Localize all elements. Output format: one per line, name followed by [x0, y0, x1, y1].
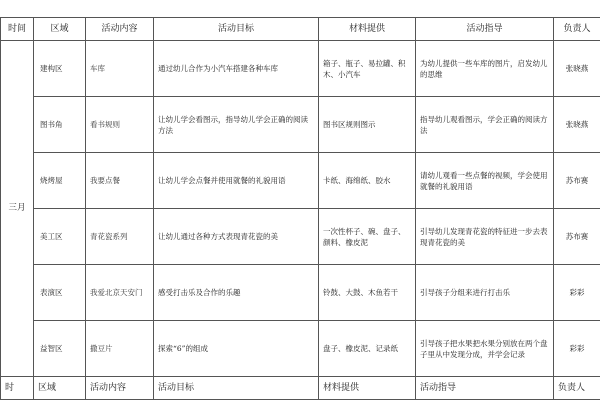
- area-cell: 表演区: [34, 265, 86, 321]
- activity-plan-sheet: [0, 17, 600, 393]
- footer-cell-area: 区域: [34, 377, 86, 400]
- owner-cell: 彩彩: [554, 265, 600, 321]
- goal-cell: 让幼儿通过各种方式表现青花瓷的美: [154, 209, 319, 265]
- guidance-cell: 为幼儿提供一些车库的图片，启发幼儿的思维: [416, 41, 554, 97]
- table-header-row: [1, 18, 600, 41]
- content-cell: 我爱北京天安门: [86, 265, 154, 321]
- goal-cell: 让幼儿学会看图示，指导幼儿学会正确的阅读方法: [154, 97, 319, 153]
- owner-cell: 张晓燕: [554, 41, 600, 97]
- footer-cell-time: 时: [1, 377, 34, 400]
- owner-cell: 张晓燕: [554, 97, 600, 153]
- content-cell: 看书规则: [86, 97, 154, 153]
- guidance-cell: 请幼儿观看一些点餐的视频，学会使用就餐的礼貌用语: [416, 153, 554, 209]
- area-cell: 建构区: [34, 41, 86, 97]
- table-row: [1, 209, 600, 265]
- goal-cell: 让幼儿学会点餐并使用就餐的礼貌用语: [154, 153, 319, 209]
- header-cell-area: 区域: [34, 18, 86, 41]
- materials-cell: 盘子、橡皮泥、记录纸: [319, 321, 416, 377]
- footer-cell-content: 活动内容: [86, 377, 154, 400]
- area-cell: 美工区: [34, 209, 86, 265]
- activity-plan-table: [0, 17, 600, 400]
- goal-cell: 探索“6”的组成: [154, 321, 319, 377]
- footer-cell-owner: 负责人: [554, 377, 600, 400]
- materials-cell: 铃鼓、大鼓、木鱼若干: [319, 265, 416, 321]
- table-footer-row: [1, 377, 600, 400]
- table-row: [1, 321, 600, 377]
- materials-cell: 一次性杯子、碗、盘子、颜料、橡皮泥: [319, 209, 416, 265]
- area-cell: 益智区: [34, 321, 86, 377]
- materials-cell: 图书区规则图示: [319, 97, 416, 153]
- header-cell-owner: 负责人: [554, 18, 600, 41]
- table-row: [1, 41, 600, 97]
- guidance-cell: 引导孩子把水果把水果分别放在两个盘子里从中发现分成，并学会记录: [416, 321, 554, 377]
- header-cell-goal: 活动目标: [154, 18, 319, 41]
- materials-cell: 箱子、瓶子、易拉罐、积木、小汽车: [319, 41, 416, 97]
- footer-cell-goal: 活动目标: [154, 377, 319, 400]
- table-row: [1, 97, 600, 153]
- goal-cell: 通过幼儿合作为小汽车搭建各种车库: [154, 41, 319, 97]
- header-cell-materials: 材料提供: [319, 18, 416, 41]
- table-row: [1, 153, 600, 209]
- content-cell: 我要点餐: [86, 153, 154, 209]
- guidance-cell: 引导孩子分组来进行打击乐: [416, 265, 554, 321]
- content-cell: 车库: [86, 41, 154, 97]
- owner-cell: 苏布赛: [554, 153, 600, 209]
- table-row: [1, 265, 600, 321]
- goal-cell: 感受打击乐及合作的乐趣: [154, 265, 319, 321]
- header-cell-content: 活动内容: [86, 18, 154, 41]
- area-cell: 图书角: [34, 97, 86, 153]
- materials-cell: 卡纸、海绵纸、胶水: [319, 153, 416, 209]
- header-cell-time: 时间: [1, 18, 34, 41]
- guidance-cell: 引导幼儿发现青花瓷的特征进一步去表现青花瓷的美: [416, 209, 554, 265]
- content-cell: 青花瓷系列: [86, 209, 154, 265]
- owner-cell: 彩彩: [554, 321, 600, 377]
- month-cell: 三月: [1, 41, 34, 377]
- content-cell: 撒豆片: [86, 321, 154, 377]
- footer-cell-guidance: 活动指导: [416, 377, 554, 400]
- area-cell: 烧烤屋: [34, 153, 86, 209]
- guidance-cell: 指导幼儿观看图示，学会正确的阅读方法: [416, 97, 554, 153]
- owner-cell: 苏布赛: [554, 209, 600, 265]
- footer-cell-materials: 材料提供: [319, 377, 416, 400]
- header-cell-guidance: 活动指导: [416, 18, 554, 41]
